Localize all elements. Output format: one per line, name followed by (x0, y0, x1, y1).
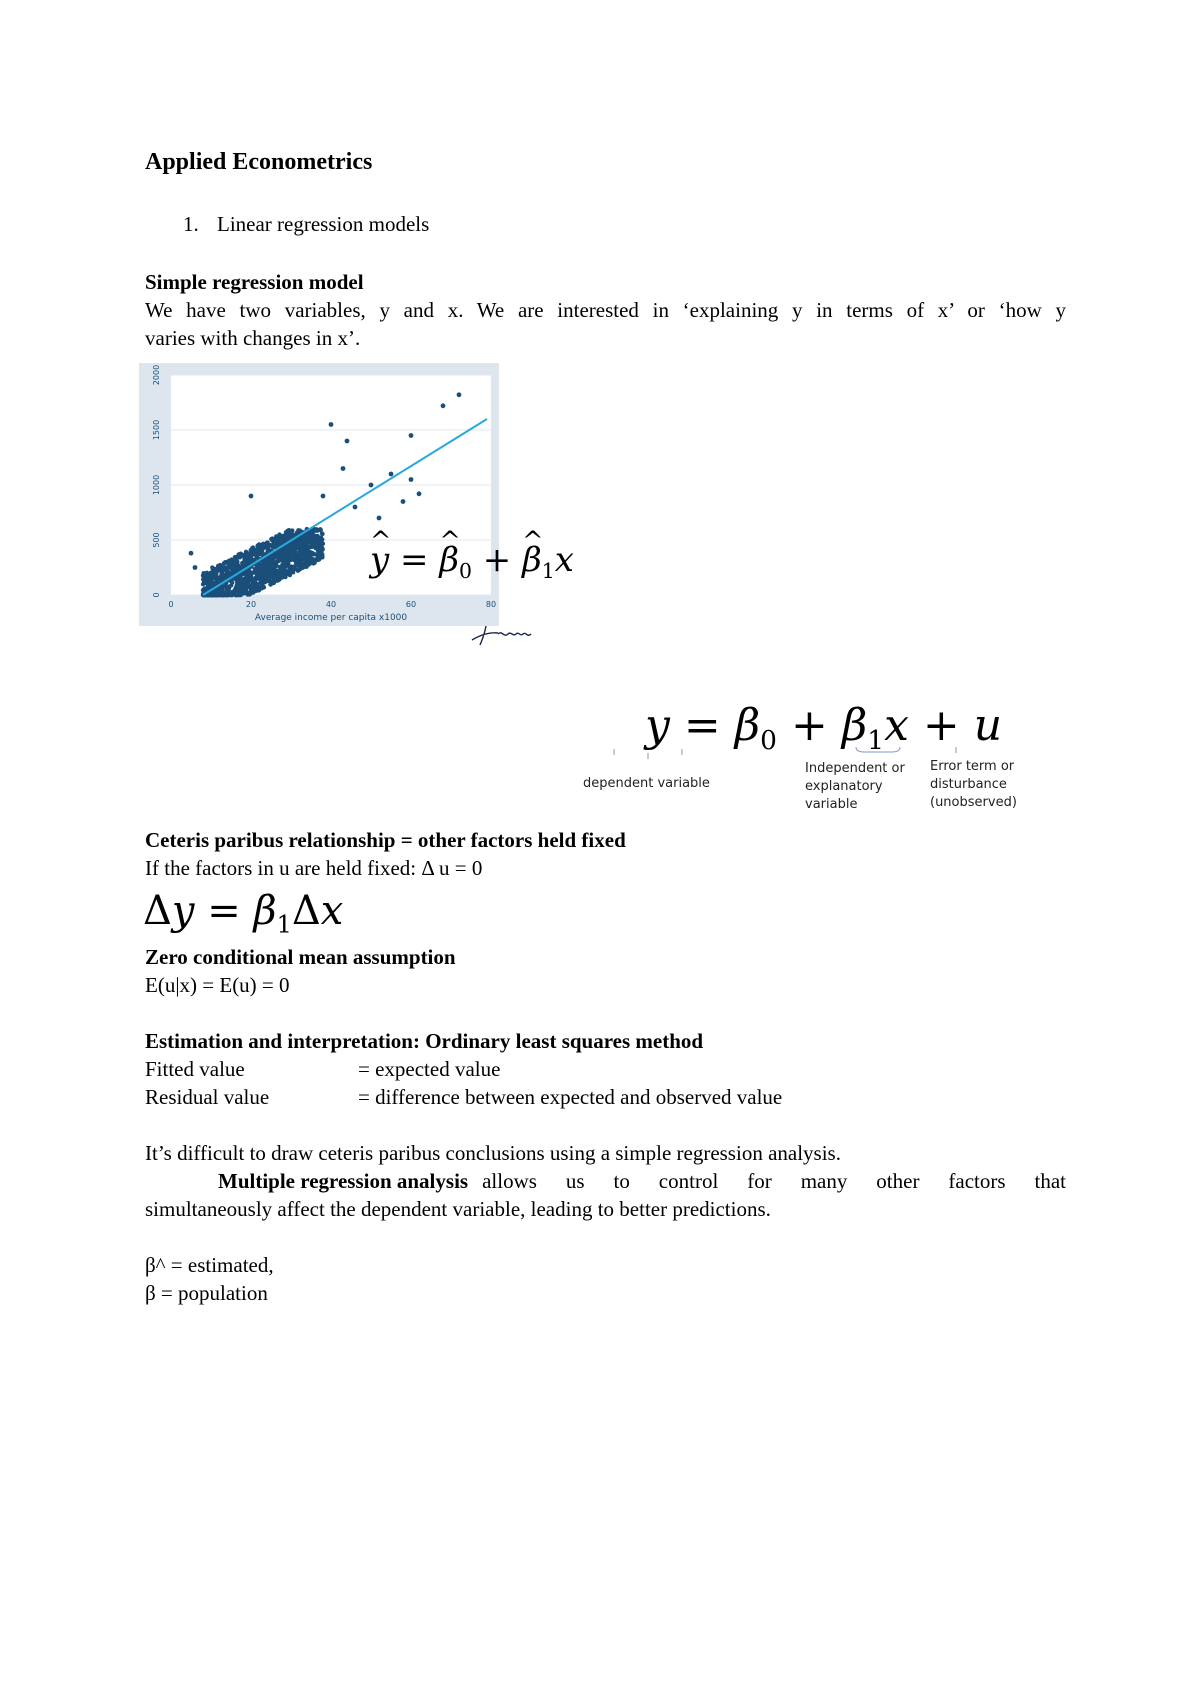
section-heading-ceteris-paribus: Ceteris paribus relationship = other factors held fixed (145, 828, 626, 852)
word: allows (482, 1169, 537, 1193)
definition-value: = difference between expected and observed value (358, 1085, 783, 1109)
paragraph-line: varies with changes in x’. (145, 326, 361, 350)
subscript: 0 (459, 559, 472, 584)
scatter-point (286, 547, 290, 551)
scatter-point (295, 546, 299, 550)
section-heading-simple-regression: Simple regression model (145, 270, 364, 294)
plus-symbol: + (790, 700, 828, 751)
scatter-point (251, 590, 255, 594)
scatter-point (316, 537, 320, 541)
annotation-independent-line: explanatory (805, 779, 883, 794)
paragraph-line: simultaneously affect the dependent variable, leading to better predictions. (145, 1197, 771, 1221)
scatter-point (313, 542, 317, 546)
scatter-point (216, 568, 220, 572)
x-tick-label: 60 (405, 600, 417, 609)
scatter-chart-panel (139, 363, 499, 626)
scatter-point (297, 550, 301, 554)
scatter-point (294, 559, 298, 563)
scatter-point (251, 545, 255, 549)
x-tick-label: 20 (245, 600, 257, 609)
scatter-point (389, 472, 394, 477)
scatter-point (457, 392, 462, 397)
scatter-point (286, 571, 290, 575)
scatter-point (216, 577, 220, 581)
scatter-point (353, 505, 358, 510)
scatter-point (203, 572, 207, 576)
scatter-point (236, 591, 240, 595)
beta-hat-symbol: ^ β (439, 540, 459, 580)
scatter-point (304, 556, 308, 560)
y-symbol: y (645, 700, 670, 751)
scatter-point (252, 552, 256, 556)
scatter-point (409, 477, 414, 482)
scatter-point (287, 554, 291, 558)
y-hat-symbol: ^ y (370, 540, 389, 580)
scatter-point (273, 575, 277, 579)
section-heading-zero-mean: Zero conditional mean assumption (145, 945, 456, 969)
scatter-point (307, 533, 311, 537)
y-tick-label: 1000 (152, 474, 161, 496)
scatter-point (244, 552, 248, 556)
plus-symbol: + (482, 540, 512, 580)
scatter-point (274, 534, 278, 538)
scatter-point (307, 550, 311, 554)
annotation-independent-line: Independent or (805, 761, 905, 776)
scatter-point (369, 483, 374, 488)
scatter-point (250, 577, 254, 581)
scatter-point (225, 586, 229, 590)
scatter-point (248, 551, 252, 555)
y-tick-label: 2000 (152, 364, 161, 386)
scatter-point (345, 439, 350, 444)
scatter-point (329, 422, 334, 427)
scatter-point (270, 538, 274, 542)
scatter-point (289, 558, 293, 562)
scatter-point (249, 494, 254, 499)
scatter-point (299, 544, 303, 548)
scatter-point (189, 551, 194, 556)
section-heading-estimation: Estimation and interpretation: Ordinary least squares method (145, 1029, 704, 1053)
scatter-point (300, 554, 304, 558)
word: other (876, 1169, 920, 1193)
list-item-text: Linear regression models (217, 212, 430, 236)
scatter-point (256, 588, 260, 592)
annotation-error-line: (unobserved) (930, 795, 1017, 810)
scatter-point (258, 580, 262, 584)
x-axis-label: Average income per capita x1000 (254, 613, 408, 623)
scatter-point (309, 557, 313, 561)
scatter-chart (139, 363, 499, 626)
word: that (1034, 1169, 1066, 1193)
beta-population-note: β = population (145, 1281, 268, 1305)
x-tick-label: 80 (485, 600, 497, 609)
delta-symbol: Δ (291, 888, 321, 934)
ceteris-paribus-line: If the factors in u are held fixed: Δ u = 0 (145, 856, 483, 880)
scatter-point (315, 557, 319, 561)
equals-symbol: = (207, 888, 241, 934)
scatter-point (275, 578, 279, 582)
scatter-point (341, 466, 346, 471)
word: control (658, 1169, 719, 1193)
scatter-point (222, 561, 226, 565)
y-symbol: y (171, 888, 195, 934)
equals-symbol: = (683, 700, 721, 751)
scatter-point (283, 561, 287, 565)
scatter-point (321, 494, 326, 499)
scatter-point (214, 593, 218, 597)
scatter-point (246, 590, 250, 594)
scatter-point (285, 535, 289, 539)
scatter-point (221, 574, 225, 578)
beta-estimated-note: β^ = estimated, (145, 1253, 274, 1277)
scatter-point (233, 559, 237, 563)
annotation-marks (600, 745, 980, 765)
scatter-point (250, 582, 254, 586)
paragraph-line: It’s difficult to draw ceteris paribus conclusions using a simple regression analysis. (145, 1141, 841, 1165)
scatter-point (311, 552, 315, 556)
scatter-point (261, 567, 265, 571)
bold-term: Multiple regression analysis (218, 1169, 469, 1193)
subscript: 1 (276, 910, 292, 939)
scatter-point (263, 573, 267, 577)
scatter-point (441, 403, 446, 408)
scatter-point (235, 578, 239, 582)
paragraph-line: We have two variables, y and x. We are interested in ‘explaining y in terms of x’ or ‘how y (145, 298, 1066, 322)
scatter-point (262, 545, 266, 549)
annotation-error-line: Error term or (930, 759, 1015, 774)
scatter-point (417, 491, 422, 496)
scatter-point (265, 540, 269, 544)
scatter-point (300, 562, 304, 566)
x-symbol: x (554, 540, 574, 580)
scatter-point (318, 547, 322, 551)
word: factors (948, 1169, 1006, 1193)
scatter-point (283, 575, 287, 579)
definition-term: Residual value (145, 1085, 270, 1109)
delta-symbol: Δ (143, 888, 172, 934)
scatter-point (320, 531, 324, 535)
scatter-point (377, 516, 382, 521)
equals-symbol: = (400, 540, 429, 580)
scatter-point (280, 539, 284, 543)
scatter-point (203, 578, 207, 582)
x-tick-label: 40 (325, 600, 337, 609)
fitted-equation (370, 540, 574, 583)
scatter-point (242, 587, 246, 591)
scatter-point (321, 542, 325, 546)
word: us (565, 1169, 585, 1193)
scatter-point (224, 590, 228, 594)
scatter-point (268, 582, 272, 586)
scatter-point (244, 555, 248, 559)
scatter-point (211, 577, 215, 581)
scatter-point (311, 561, 315, 565)
y-tick-label: 1500 (152, 419, 161, 441)
document-title: Applied Econometrics (145, 149, 373, 175)
definition-value: = expected value (358, 1057, 501, 1081)
beta-symbol: β (253, 888, 277, 934)
scatter-point (307, 539, 311, 543)
scatter-point (223, 565, 227, 569)
beta-hat-symbol: ^ β (522, 540, 542, 580)
scatter-point (247, 570, 251, 574)
scatter-point (256, 574, 260, 578)
x-symbol: x (320, 888, 344, 934)
scatter-point (244, 578, 248, 582)
scatter-point (216, 564, 220, 568)
y-tick-label: 500 (152, 532, 161, 548)
paragraph-rest (468, 1167, 1066, 1195)
subscript: 0 (760, 725, 777, 757)
beta-symbol: β (841, 700, 868, 751)
annotation-independent-line: variable (805, 797, 858, 812)
scatter-point (293, 551, 297, 555)
scatter-point (293, 565, 297, 569)
beta-symbol: β (734, 700, 761, 751)
definition-term: Fitted value (145, 1057, 245, 1081)
scatter-point (289, 531, 293, 535)
zero-mean-line: E(u|x) = E(u) = 0 (145, 973, 290, 997)
list-number: 1. (183, 212, 199, 236)
annotation-error-line: disturbance (930, 777, 1007, 792)
scatter-point (255, 544, 259, 548)
scatter-point (282, 566, 286, 570)
scatter-point (269, 543, 273, 547)
word: many (800, 1169, 848, 1193)
scatter-point (274, 560, 278, 564)
scatter-point (258, 562, 262, 566)
u-symbol: u (973, 700, 1003, 751)
scatter-point (229, 593, 233, 597)
paragraph-line-justified (218, 1167, 1066, 1195)
scatter-point (193, 565, 198, 570)
delta-equation (143, 888, 343, 938)
x-symbol: x (884, 700, 909, 751)
x-tick-label: 0 (168, 600, 174, 609)
scatter-point (252, 570, 256, 574)
scatter-point (265, 579, 269, 583)
handwritten-signature (468, 618, 548, 648)
scatter-point (210, 565, 214, 569)
subscript: 1 (541, 559, 555, 584)
plus-symbol: + (922, 700, 960, 751)
scatter-point (280, 548, 284, 552)
scatter-point (409, 433, 414, 438)
scatter-point (265, 569, 269, 573)
scatter-point (244, 574, 248, 578)
y-tick-label: 0 (152, 592, 161, 598)
scatter-point (401, 499, 406, 504)
subscript: 1 (867, 725, 885, 757)
word: for (747, 1169, 772, 1193)
scatter-point (270, 566, 274, 570)
scatter-point (282, 552, 286, 556)
scatter-point (314, 528, 318, 532)
word: to (613, 1169, 630, 1193)
scatter-point (226, 562, 230, 566)
annotation-dependent-variable: dependent variable (583, 776, 710, 791)
